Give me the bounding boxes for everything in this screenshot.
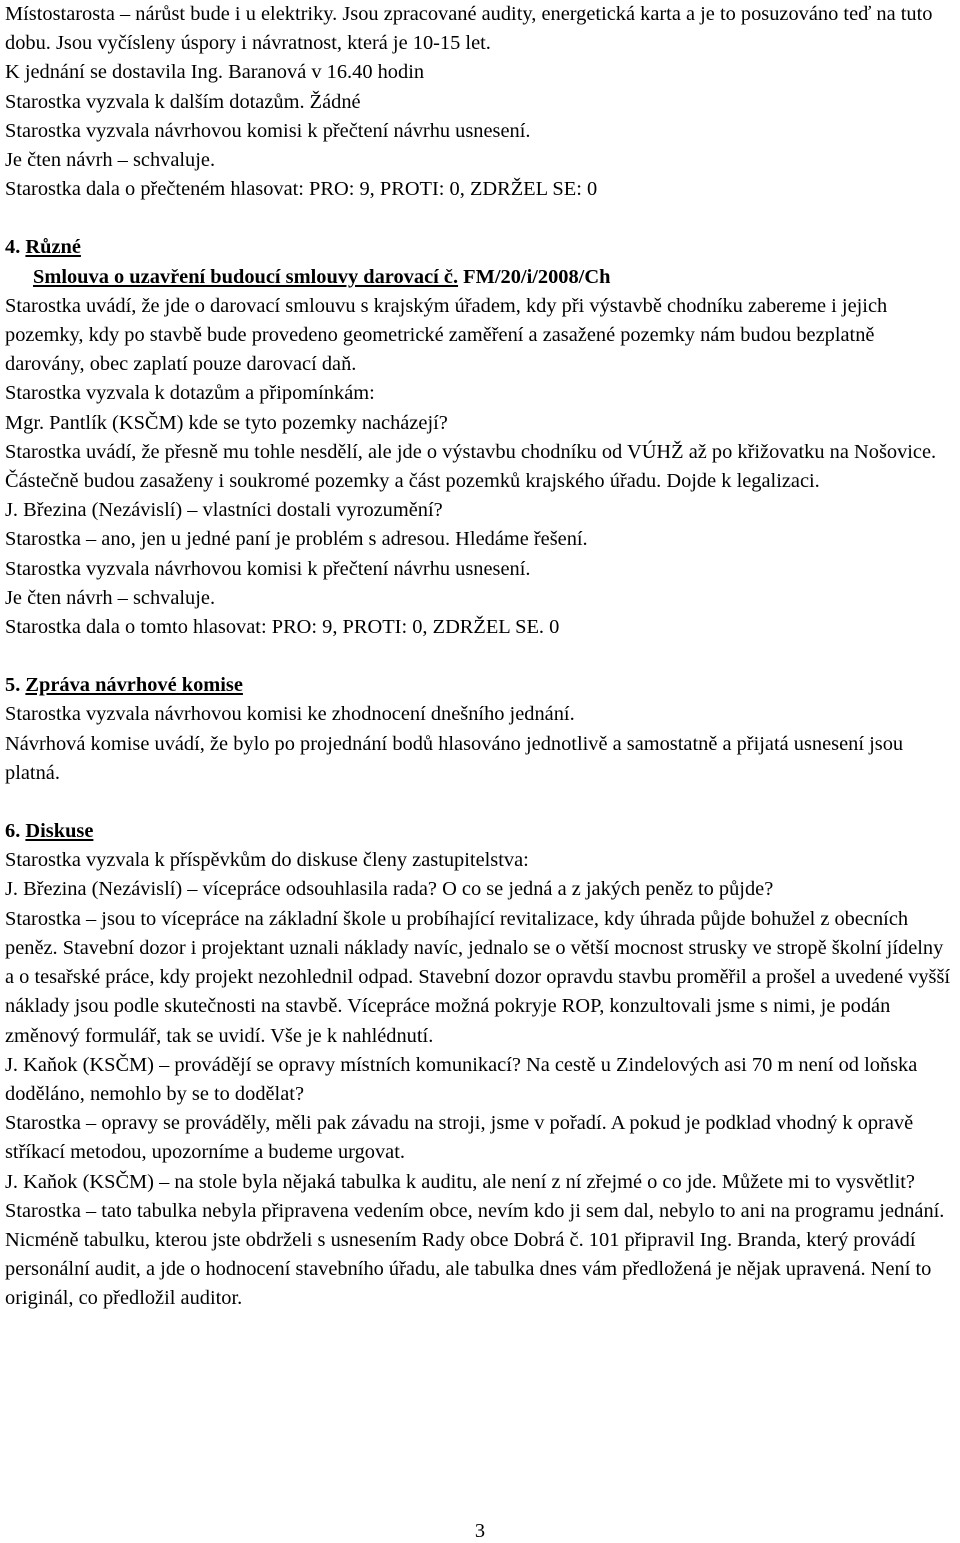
spacer: [5, 204, 957, 233]
sub-heading-title: Smlouva o uzavření budoucí smlouvy darovací č.: [33, 265, 459, 288]
paragraph: Starostka uvádí, že jde o darovací smlouvu s krajským úřadem, kdy při výstavbě chodníku zabereme i jejich pozemky, kdy po stavbě bude provedeno geometrické zaměření a zasažené pozemky nám budou bezplatně darovány, obec zaplatí pouze darovací daň.: [5, 294, 888, 376]
paragraph: Starostka vyzvala návrhovou komisi k přečtení návrhu usnesení.: [5, 557, 531, 580]
section-title: Diskuse: [25, 820, 94, 843]
paragraph: Starostka – tato tabulka nebyla připravena vedením obce, nevím kdo ji sem dal, nebylo to ani na programu jednání. Nicméně tabulku, kterou jste obdrželi s usnesením Rady obce Dobrá č. 101 připravil Ing. Branda, který provádí personální audit, a jde o hodnocení stavebního úřadu, ale tabulka dnes vám předložená je nějak upravená. Není to originál, co předložil auditor.: [5, 1199, 945, 1310]
paragraph: K jednání se dostavila Ing. Baranová v 16.40 hodin: [5, 61, 425, 84]
paragraph: Mgr. Pantlík (KSČM) kde se tyto pozemky nacházejí?: [5, 411, 448, 434]
spacer: [5, 788, 957, 817]
paragraph: J. Březina (Nezávislí) – vícepráce odsouhlasila rada? O co se jedná a z jakých peněz to půjde?: [5, 878, 774, 901]
section-heading: [5, 671, 957, 700]
section-number: 5.: [5, 674, 21, 697]
paragraph: Místostarosta – nárůst bude i u elektriky. Jsou zpracované audity, energetická karta a je to posuzováno teď na tuto dobu. Jsou vyčísleny úspory i návratnost, která je 10-15 let.: [5, 3, 933, 55]
sub-heading-reference: FM/20/i/2008/Ch: [458, 265, 611, 288]
paragraph: J. Březina (Nezávislí) – vlastníci dostali vyrozumění?: [5, 499, 443, 522]
document-page: [5, 0, 957, 1314]
spacer: [5, 642, 957, 671]
paragraph: J. Kaňok (KSČM) – na stole byla nějaká tabulka k auditu, ale není z ní zřejmé o co jde. Můžete mi to vysvětlit?: [5, 1170, 915, 1193]
section-number: 4.: [5, 236, 21, 259]
paragraph: Starostka uvádí, že přesně mu tohle nesdělí, ale jde o výstavbu chodníku od VÚHŽ až po křižovatku na Nošovice. Částečně budou zasaženy i soukromé pozemky a část pozemků krajského úřadu. Dojde k legalizaci.: [5, 440, 937, 493]
paragraph: Starostka vyzvala návrhovou komisi ke zhodnocení dnešního jednání.: [5, 703, 575, 726]
paragraph: Je čten návrh – schvaluje.: [5, 586, 216, 609]
section-title: Různé: [25, 236, 81, 259]
paragraph: Starostka vyzvala k dotazům a připomínkám:: [5, 382, 375, 405]
section-number: 6.: [5, 820, 21, 843]
paragraph: Starostka vyzvala k dalším dotazům. Žádné: [5, 90, 361, 113]
paragraph: Starostka vyzvala k příspěvkům do diskuse členy zastupitelstva:: [5, 849, 529, 872]
page-number: 3: [474, 1520, 486, 1542]
paragraph: Starostka vyzvala návrhovou komisi k přečtení návrhu usnesení.: [5, 119, 531, 142]
sub-heading: [5, 263, 957, 292]
section-title: Zpráva návrhové komise: [25, 674, 243, 697]
paragraph: Návrhová komise uvádí, že bylo po projednání bodů hlasováno jednotlivě a samostatně a přijatá usnesení jsou platná.: [5, 732, 904, 784]
paragraph: Starostka dala o přečteném hlasovat: PRO: 9, PROTI: 0, ZDRŽEL SE: 0: [5, 178, 598, 201]
paragraph: Starostka dala o tomto hlasovat: PRO: 9, PROTI: 0, ZDRŽEL SE. 0: [5, 616, 560, 639]
paragraph: Starostka – opravy se prováděly, měli pak závadu na stroji, jsme v pořadí. A pokud je podklad vhodný k opravě stříkací metodou, upozorníme a budeme urgovat.: [5, 1112, 914, 1164]
paragraph: Starostka – ano, jen u jedné paní je problém s adresou. Hledáme řešení.: [5, 528, 588, 551]
section-heading: [5, 817, 957, 846]
section-heading: [5, 233, 957, 262]
paragraph: Starostka – jsou to vícepráce na základní škole u probíhající revitalizace, kdy úhrada půjde bohužel z obecních peněz. Stavební dozor i projektant uznali náklady navíc, jednalo se o větší mocnost strusky ve stropě školní jídelny a o tesařské práce, kdy projekt nezohlednil odpad. Stavební dozor opravdu stavbu proměřil a prošel a uvedené vyšší náklady jsou podle skutečnosti na stavbě. Vícepráce možná pokryje ROP, konzultovali jsme s nimi, je podán změnový formulář, tak se uvidí. Vše je k nahlédnutí.: [5, 907, 951, 1047]
paragraph: J. Kaňok (KSČM) – provádějí se opravy místních komunikací? Na cestě u Zindelových asi 70 m není od loňska doděláno, nemohlo by se to dodělat?: [5, 1053, 918, 1105]
paragraph: Je čten návrh – schvaluje.: [5, 149, 216, 172]
